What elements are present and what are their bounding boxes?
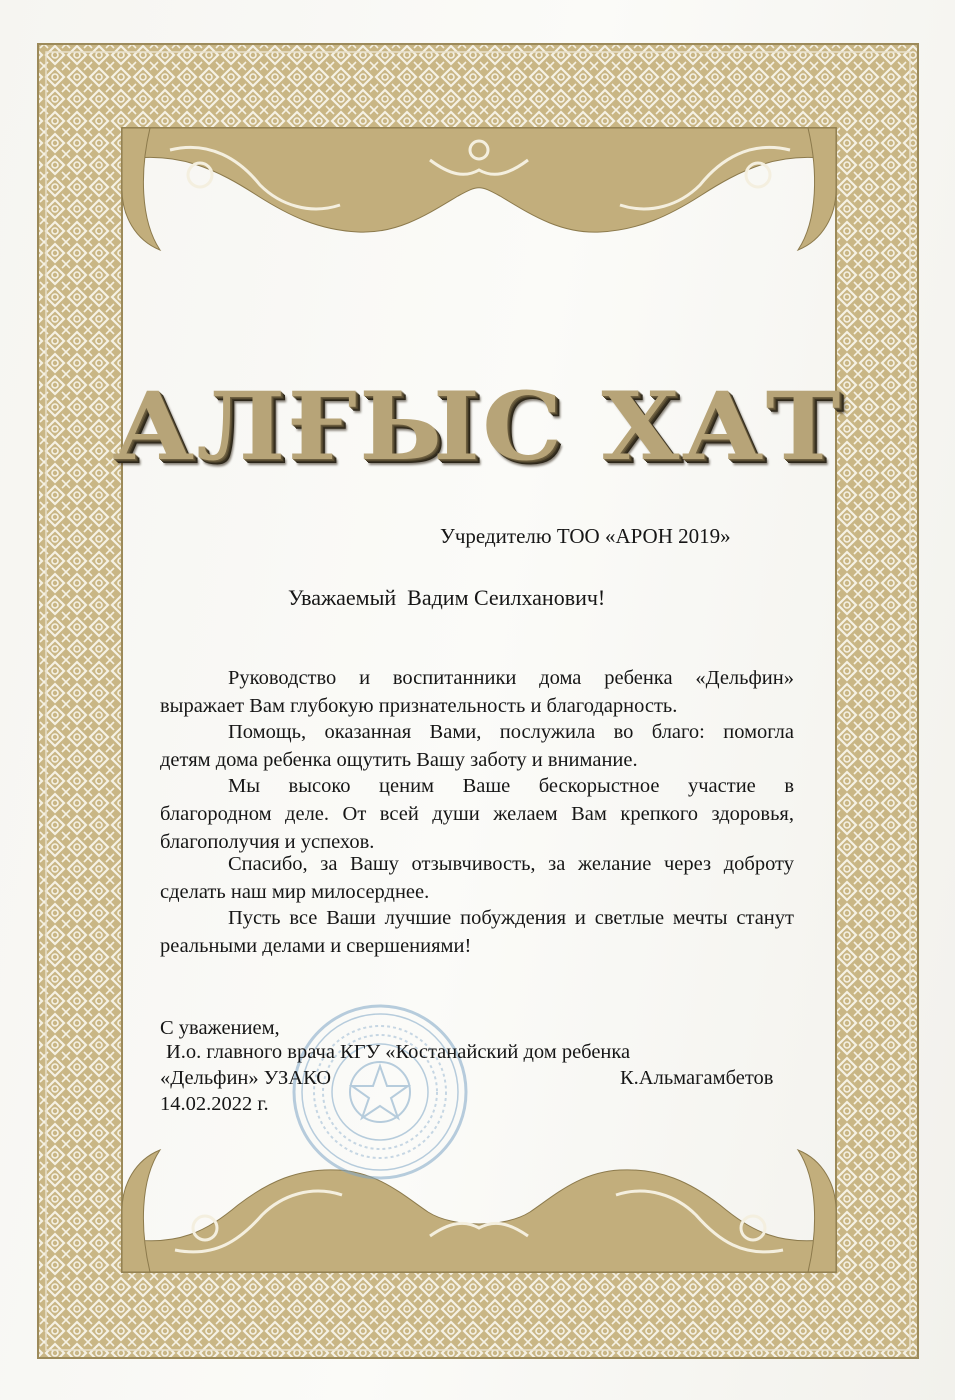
signature-position-line2: «Дельфин» УЗАКО bbox=[160, 1067, 332, 1089]
paragraph-2 bbox=[160, 718, 794, 774]
paragraph-line: Помощь, оказанная Вами, послужила во благо: помогла bbox=[228, 721, 794, 743]
signatory-name: К.Альмагамбетов bbox=[620, 1067, 774, 1089]
paragraph-line: сделать наш мир милосерднее. bbox=[160, 881, 430, 903]
paragraph-line: Руководство и воспитанники дома ребенка «Дельфин» bbox=[228, 667, 794, 689]
paragraph-line: Мы высоко ценим Ваше бескорыстное участие в bbox=[228, 775, 794, 797]
paragraph-line: Пусть все Ваши лучшие побуждения и светлые мечты станут bbox=[228, 907, 794, 929]
paragraph-1 bbox=[160, 664, 794, 720]
paragraph-3 bbox=[160, 772, 794, 856]
paragraph-line: реальными делами и свершениями! bbox=[160, 935, 472, 957]
paragraph-line: благородном деле. От всей души желаем Вам крепкого здоровья, bbox=[160, 803, 794, 825]
signature-position-line1: И.о. главного врача КГУ «Костанайский дом ребенка bbox=[166, 1041, 631, 1063]
paragraph-5 bbox=[160, 904, 794, 960]
paragraph-line: детям дома ребенка ощутить Вашу заботу и внимание. bbox=[160, 749, 638, 771]
signature-regards: С уважением, bbox=[160, 1017, 280, 1039]
paragraph-4 bbox=[160, 850, 794, 906]
paragraph-line: Спасибо, за Вашу отзывчивость, за желание через доброту bbox=[228, 853, 794, 875]
recipient-line: Учредителю ТОО «АРОН 2019» bbox=[440, 524, 731, 548]
document-title: АЛҒЫС ХАТ bbox=[112, 372, 843, 482]
paragraph-line: благополучия и успехов. bbox=[160, 831, 375, 853]
signature-date: 14.02.2022 г. bbox=[160, 1093, 269, 1115]
greeting-line: Уважаемый Вадим Сеилханович! bbox=[288, 585, 606, 610]
official-stamp bbox=[290, 1002, 470, 1182]
paragraph-line: выражает Вам глубокую признательность и благодарность. bbox=[160, 695, 678, 717]
